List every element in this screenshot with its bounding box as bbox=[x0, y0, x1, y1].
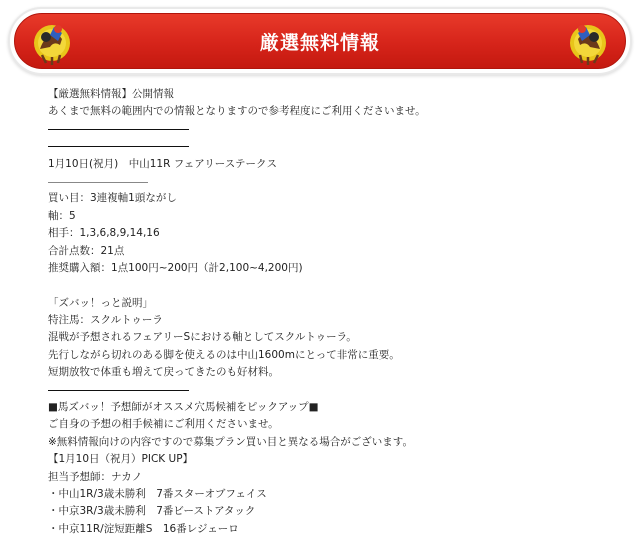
divider bbox=[48, 382, 608, 399]
pick-item: ・中京11R/淀短距離S 16番レジェーロ bbox=[48, 522, 239, 535]
pick-item: ・中山1R/3歳未勝利 7番スターオブフェイス bbox=[48, 487, 267, 500]
banner-title: 厳選無料情報 bbox=[259, 31, 380, 54]
explain-heading: 「ズバッ！っと説明」 bbox=[48, 296, 153, 309]
tipster-name: 担当予想師：ナカノ bbox=[48, 470, 143, 483]
recommended-amount: 推奨購入額：1点100円~200円（計2,100~4,200円) bbox=[48, 261, 303, 274]
race-title: 1月10日(祝月) 中山11R フェアリーステークス bbox=[48, 157, 277, 170]
partner-horses: 相手：1,3,6,8,9,14,16 bbox=[48, 227, 160, 240]
total-points: 合計点数：21点 bbox=[48, 244, 125, 257]
pickup-text: ご自身の予想の相手候補にご利用くださいませ。 bbox=[48, 418, 279, 431]
special-horse: 特注馬：スクルトゥーラ bbox=[48, 314, 163, 327]
explain-text: 先行しながら切れのある脚を使えるのは中山1600mにとって非常に重要。 bbox=[48, 348, 400, 361]
bet-type: 買い目：3連複軸1頭ながし bbox=[48, 192, 177, 205]
divider bbox=[48, 138, 608, 155]
header-banner bbox=[8, 7, 632, 75]
info-header: 【厳選無料情報】公開情報 bbox=[48, 88, 174, 100]
pickup-heading: ■馬ズバッ！予想師がオススメ穴馬候補をピックアップ■ bbox=[48, 401, 319, 414]
explain-text: 短期放牧で体重も増えて戻ってきたのも好材料。 bbox=[48, 366, 279, 379]
axis-horse: 軸：5 bbox=[48, 209, 76, 222]
free-info-content bbox=[48, 86, 608, 538]
divider bbox=[48, 121, 608, 138]
intro-text: あくまで無料の範囲内での情報となりますので参考程度にご利用くださいませ。 bbox=[48, 105, 426, 118]
thin-divider bbox=[48, 173, 608, 190]
pickup-date: 【1月10日（祝月）PICK UP】 bbox=[48, 453, 194, 466]
pick-item: ・中京3R/3歳未勝利 7番ビーストアタック bbox=[48, 505, 256, 518]
explain-text: 混戦が予想されるフェアリーSにおける軸としてスクルトゥーラ。 bbox=[48, 331, 357, 344]
pickup-text: ※無料情報向けの内容ですので募集プラン買い目と異なる場合がございます。 bbox=[48, 435, 413, 448]
